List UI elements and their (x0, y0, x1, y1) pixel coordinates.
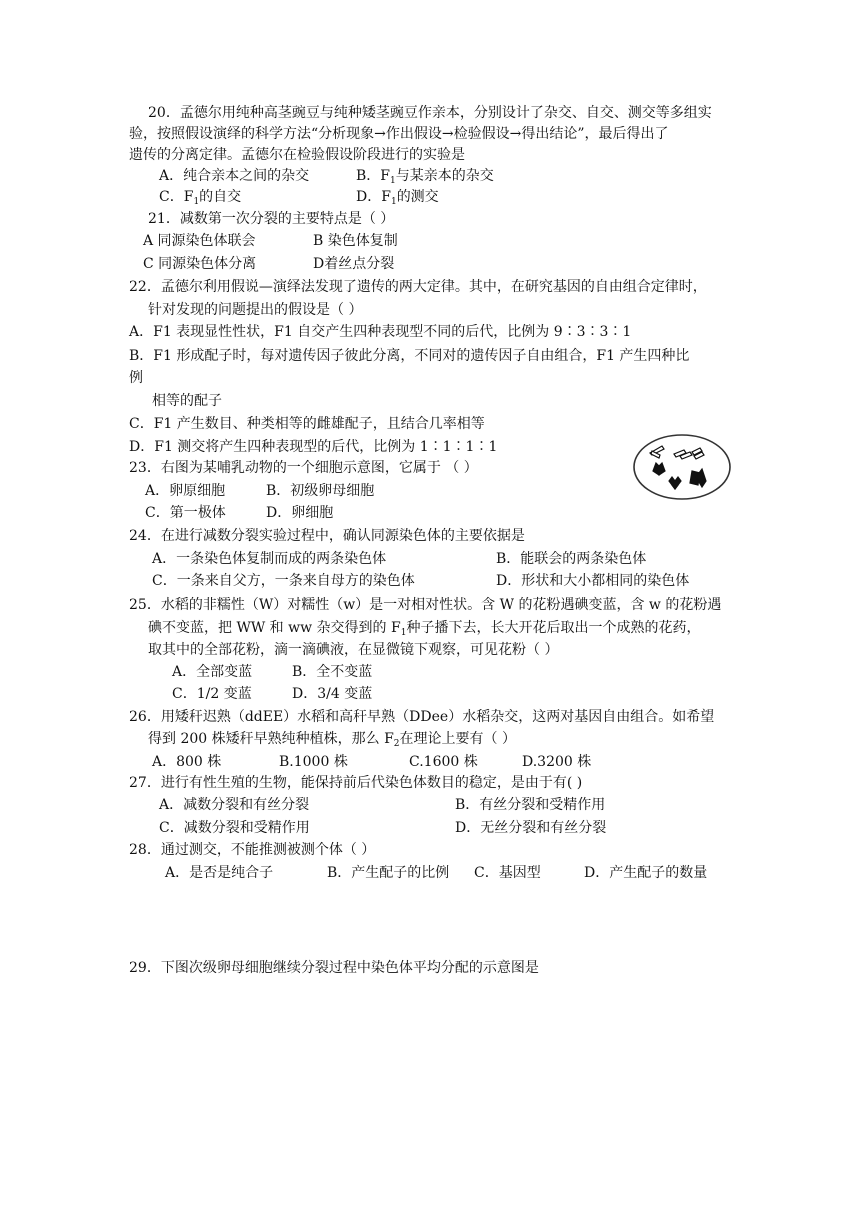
q21-option-c: C 同源染色体分离 (143, 256, 257, 272)
cell-membrane (634, 435, 730, 499)
q20-option-d: D．$F_1$的测交 (356, 189, 439, 207)
q24-stem: 24．在进行减数分裂实验过程中，确认同源染色体的主要依据是 (129, 528, 525, 544)
q27-option-c: C．减数分裂和受精作用 (159, 820, 310, 836)
q22-option-a: A．F1 表现显性性状，F1 自交产生四种表现型不同的后代，比例为 9∶3∶3∶1 (129, 324, 632, 340)
q23-option-b: B．初级卵母细胞 (266, 483, 375, 499)
q28-option-b: B．产生配子的比例 (327, 865, 450, 881)
q26-option-c: C.1600 株 (409, 754, 478, 770)
q22-option-c: C．F1 产生数目、种类相等的雌雄配子，且结合几率相等 (129, 416, 485, 432)
q22-line-1: 22．孟德尔利用假说—演绎法发现了遗传的两大定律。其中，在研究基因的自由组合定律时， (129, 279, 707, 295)
q24-option-b: B．能联会的两条染色体 (496, 551, 647, 567)
q25-line-2: 碘不变蓝，把 WW 和 ww 杂交得到的 $F_1$种子播下去，长大开花后取出一个成熟的花药， (148, 620, 701, 638)
q20-option-c: C．$F_1$的自交 (159, 189, 242, 207)
q28-option-a: A．是否是纯合子 (165, 865, 274, 881)
q21-stem: 21．减数第一次分裂的主要特点是（ ） (148, 211, 395, 227)
q27-option-d: D．无丝分裂和有丝分裂 (455, 820, 607, 836)
q21-option-d: D着丝点分裂 (313, 256, 395, 272)
q23-option-c: C．第一极体 (145, 505, 226, 521)
q25-line-3: 取其中的全部花粉，滴一滴碘液，在显微镜下观察，可见花粉（ ） (148, 642, 559, 658)
cell-diagram-image (632, 433, 732, 501)
q20-option-a: A．纯合亲本之间的杂交 (159, 168, 310, 184)
q20-line-2: 验，按照假设演绎的科学方法“分析现象→作出假设→检验假设→得出结论”，最后得出了 (129, 126, 669, 142)
q27-option-a: A．减数分裂和有丝分裂 (159, 797, 310, 813)
q25-option-b: B．全不变蓝 (292, 664, 373, 680)
q27-stem: 27．进行有性生殖的生物，能保持前后代染色体数目的稳定，是由于有( ) (129, 775, 583, 791)
q22-option-b-line-3: 相等的配子 (152, 393, 222, 409)
q26-line-1: 26．用矮秆迟熟（ddEE）水稻和高秆早熟（DDee）水稻杂交，这两对基因自由组合。如希望 (129, 709, 715, 725)
q23-option-d: D．卵细胞 (266, 505, 334, 521)
q28-option-c: C．基因型 (474, 865, 541, 881)
q20-option-b: B．$F_1$与某亲本的杂交 (356, 168, 494, 186)
q26-option-b: B.1000 株 (279, 754, 348, 770)
q25-option-a: A．全部变蓝 (172, 664, 253, 680)
q24-option-d: D．形状和大小都相同的染色体 (496, 573, 690, 589)
q25-option-d: D．3/4 变蓝 (292, 686, 373, 702)
q22-option-d: D．F1 测交将产生四种表现型的后代，比例为 1∶1∶1∶1 (129, 439, 498, 455)
q22-option-b-line-1: B．F1 形成配子时，每对遗传因子彼此分离，不同对的遗传因子自由组合，F1 产生四种比 (129, 348, 690, 364)
q24-option-a: A．一条染色体复制而成的两条染色体 (152, 551, 387, 567)
q25-option-c: C．1/2 变蓝 (172, 686, 252, 702)
q20-line-3: 遗传的分离定律。孟德尔在检验假设阶段进行的实验是 (129, 147, 465, 163)
q23-stem: 23．右图为某哺乳动物的一个细胞示意图，它属于 （ ） (129, 460, 478, 476)
q27-option-b: B．有丝分裂和受精作用 (455, 797, 606, 813)
q26-option-d: D.3200 株 (522, 754, 592, 770)
q23-option-a: A．卵原细胞 (145, 483, 226, 499)
q21-option-b: B 染色体复制 (313, 233, 398, 249)
q21-option-a: A 同源染色体联会 (143, 233, 256, 249)
q22-line-2: 针对发现的问题提出的假设是（ ） (148, 302, 363, 318)
q24-option-c: C．一条来自父方，一条来自母方的染色体 (152, 573, 415, 589)
q22-option-b-line-2: 例 (129, 370, 143, 386)
q25-line-1: 25．水稻的非糯性（W）对糯性（w）是一对相对性状。含 W 的花粉遇碘变蓝，含 w 的花粉遇 (129, 597, 722, 613)
q26-line-2: 得到 200 株矮秆早熟纯种植株，那么 $F_2$在理论上要有（ ） (148, 731, 516, 749)
q20-line-1: 20．孟德尔用纯种高茎豌豆与纯种矮茎豌豆作亲本，分别设计了杂交、自交、测交等多组实 (148, 105, 712, 121)
q28-option-d: D．产生配子的数量 (584, 865, 708, 881)
q28-stem: 28．通过测交，不能推测被测个体（ ） (129, 842, 376, 858)
q29-stem: 29．下图次级卵母细胞继续分裂过程中染色体平均分配的示意图是 (129, 960, 539, 976)
q26-option-a: A．800 株 (152, 754, 222, 770)
